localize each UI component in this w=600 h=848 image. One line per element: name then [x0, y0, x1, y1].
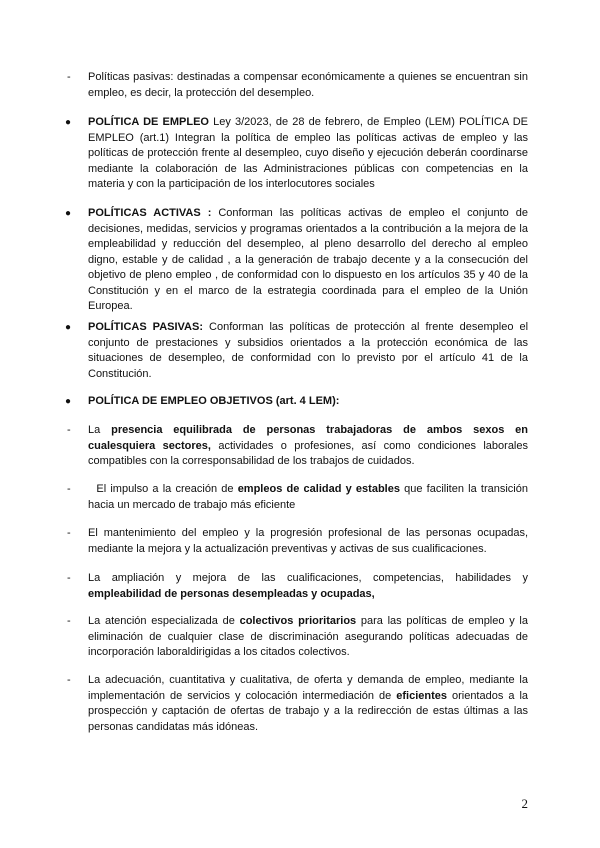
item-pre: La — [88, 424, 112, 436]
item-text — [88, 70, 528, 101]
dash-marker: - — [67, 615, 71, 627]
item-bold: POLÍTICA DE EMPLEO — [88, 116, 209, 128]
list-item — [67, 70, 528, 101]
dash-marker: - — [67, 572, 71, 584]
item-body: Políticas pasivas: destinadas a compensar económicamente a quienes se encuentran sin empleo, es decir, la protección del desempleo. — [88, 71, 528, 99]
list-item — [67, 482, 528, 513]
item-pre: La atención especializada de — [88, 615, 240, 627]
dash-marker: - — [67, 674, 71, 686]
item-bold: POLÍTICA DE EMPLEO OBJETIVOS (art. 4 LEM): — [88, 395, 340, 407]
page-number: 2 — [521, 796, 528, 811]
item-body: El mantenimiento del empleo y la progresión profesional de las personas ocupadas, mediante la mejora y la actualización preventivas y activas de sus cualificaciones. — [88, 527, 528, 555]
item-bold: eficientes — [396, 689, 447, 702]
dash-marker: - — [67, 424, 71, 436]
section-heading — [88, 394, 528, 410]
item-text — [88, 115, 528, 193]
item-bold: empleabilidad de personas desempleadas y ocupadas, — [88, 587, 375, 600]
item-bold: presencia equilibrada de personas trabajadoras de ambos sexos en cualesquiera sectores, — [88, 424, 528, 452]
item-text — [88, 206, 528, 315]
item-body: orientados a la prospección y captación de ofertas de trabajo y a la redirección de estas últimas a las personas candidatas más idóneas. — [88, 689, 528, 733]
list-item — [65, 394, 528, 410]
list-item — [65, 206, 528, 315]
item-text — [88, 482, 528, 513]
dash-marker: - — [67, 483, 71, 495]
list-item — [67, 673, 528, 735]
list-item — [67, 526, 528, 557]
dash-marker: - — [67, 527, 71, 539]
bullet-icon: ● — [65, 396, 72, 407]
item-bold: colectivos prioritarios — [239, 615, 357, 627]
item-body: Conforman las políticas activas de empleo el conjunto de decisiones, medidas, servicios y programas orientados a la contribución a la mejora de la empleabilidad y reducción del desempleo, al pleno desarrollo del derecho al empleo digno, estable y de calidad , a la generación de trabajo decente y a la consecución del objetivo de pleno empleo , de conformidad con lo dispuesto en los artículos 35 y 40 de la Constitución y en el marco de la estrategia coordinada para el empleo de la Unión Europea. — [88, 207, 528, 312]
list-item — [67, 423, 528, 470]
item-pre: La adecuación, cuantitativa y cualitativa, de oferta y demanda de empleo, mediante la implementación de servicios y colocación intermediación de — [88, 674, 528, 702]
bullet-icon: ● — [65, 322, 72, 333]
item-body: actividades o profesiones, así como condiciones laborales compatibles con la corresponsabilidad de los trabajos de cuidados. — [88, 439, 528, 467]
list-item — [67, 614, 528, 661]
dash-marker: - — [67, 71, 71, 83]
item-text — [88, 526, 528, 557]
item-bold: POLÍTICAS PASIVAS: — [88, 321, 204, 333]
bullet-icon: ● — [65, 117, 72, 128]
item-body: que faciliten la transición hacia un mercado de trabajo más eficiente — [88, 483, 528, 511]
list-item — [65, 320, 529, 382]
item-body: Conforman las políticas de protección al frente desempleo el conjunto de prestaciones y subsidios orientados a la protección económica de las situaciones de desempleo, de conformidad con lo previsto por el artículo 41 de la Constitución. — [88, 321, 529, 380]
item-text — [88, 614, 528, 661]
item-text — [88, 571, 528, 602]
item-bold: POLÍTICAS ACTIVAS : — [88, 207, 212, 219]
item-bold: empleos de calidad y estables — [237, 483, 400, 495]
item-text — [88, 423, 528, 470]
item-pre: El impulso a la creación de — [88, 483, 238, 495]
item-pre: La ampliación y mejora de las cualificaciones, competencias, habilidades y — [88, 572, 528, 584]
list-item — [65, 115, 528, 193]
item-body: Ley 3/2023, de 28 de febrero, de Empleo (LEM) POLÍTICA DE EMPLEO (art.1) Integran la política de empleo las políticas activas de empleo y las políticas de protección frente al desempleo, cuyo diseño y ejecución deberán coordinarse mediante la colaboración de las Administraciones públicas con competencias en la materia y con la participación de los interlocutores sociales — [88, 116, 528, 190]
item-text — [88, 320, 528, 382]
item-body: para las políticas de empleo y la eliminación de cualquier clase de discriminación asegurando políticas adecuadas de incorporación laboraldirigidas a los citados colectivos. — [88, 615, 528, 658]
list-item — [67, 571, 528, 602]
bullet-icon: ● — [65, 208, 72, 219]
item-text — [88, 673, 528, 735]
